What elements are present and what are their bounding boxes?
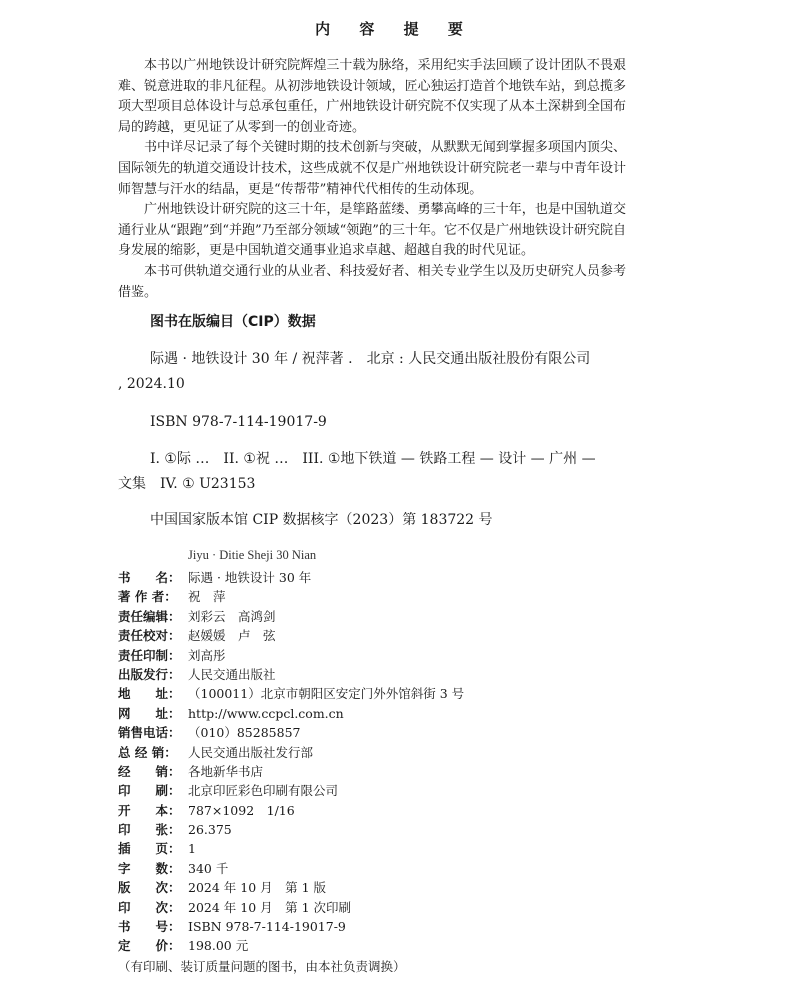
colophon-row bbox=[118, 587, 638, 606]
colophon-label: 书 名： bbox=[118, 570, 181, 585]
cip-isbn bbox=[118, 410, 598, 435]
colophon-label: 定 价： bbox=[118, 938, 181, 954]
colophon-value: 787×1092 1/16 bbox=[188, 802, 295, 818]
colophon-row bbox=[118, 762, 638, 781]
colophon-row bbox=[118, 801, 638, 820]
colophon-value: 人民交通出版社 bbox=[188, 666, 276, 682]
cip-entry bbox=[118, 347, 598, 397]
cip-heading: 图书在版编目（CIP）数据 bbox=[150, 314, 316, 330]
cip-verification-text: 中国国家版本馆 CIP 数据核字（2023）第 183722 号 bbox=[150, 512, 493, 528]
colophon-label: 网 址： bbox=[118, 705, 181, 721]
cip-classification-text: I. ①际 … II. ①祝 … III. ①地下铁道 — 铁路工程 — 设计 — 广州 — 文集 IV. ① U23153 bbox=[118, 451, 596, 492]
colophon-value: （010）85285857 bbox=[188, 725, 301, 741]
colophon-row bbox=[118, 878, 638, 897]
colophon-row bbox=[118, 646, 638, 665]
colophon-row bbox=[118, 665, 638, 684]
colophon-value: 北京印匠彩色印刷有限公司 bbox=[188, 783, 339, 799]
summary-paragraph: 本书可供轨道交通行业的从业者、科技爱好者、相关专业学生以及历史研究人员参考借鉴。 bbox=[118, 263, 626, 300]
colophon-row bbox=[118, 743, 638, 762]
cip-isbn-text: ISBN 978-7-114-19017-9 bbox=[150, 414, 327, 430]
summary-paragraph: 广州地铁设计研究院的这三十年，是筚路蓝缕、勇攀高峰的三十年，也是中国轨道交通行业从“跟跑”到“并跑”乃至部分领域“领跑”的三十年。它不仅是广州地铁设计研究院自身发展的缩影，更是中国轨道交通事业追求卓越、超越自我的时代见证。 bbox=[118, 202, 626, 259]
colophon-label: 印 次： bbox=[118, 899, 181, 915]
colophon-value: 赵媛媛 卢 弦 bbox=[188, 628, 276, 644]
colophon-label: 著 作 者： bbox=[118, 589, 177, 605]
colophon-value: 198.00 元 bbox=[188, 938, 249, 954]
colophon-row bbox=[118, 607, 638, 626]
colophon-label: 版 次： bbox=[118, 880, 181, 896]
cip-verification bbox=[118, 508, 598, 533]
pinyin-title: Jiyu · Ditie Sheji 30 Nian bbox=[188, 548, 317, 562]
colophon-row bbox=[118, 704, 638, 723]
cip-classification bbox=[118, 447, 598, 497]
colophon-value: 际遇 · 地铁设计 30 年 bbox=[188, 570, 312, 585]
colophon-label: 字 数： bbox=[118, 860, 181, 876]
colophon-value: 各地新华书店 bbox=[188, 763, 264, 779]
colophon-row bbox=[118, 684, 638, 703]
colophon-value: http://www.ccpcl.com.cn bbox=[188, 705, 344, 721]
colophon-label: 插 页： bbox=[118, 841, 181, 857]
colophon-row bbox=[118, 898, 638, 917]
colophon-value: 340 千 bbox=[188, 860, 229, 876]
colophon-row bbox=[118, 859, 638, 878]
colophon-label: 总 经 销： bbox=[118, 744, 177, 760]
colophon-value: 刘高彤 bbox=[188, 647, 226, 663]
colophon-row bbox=[118, 568, 638, 587]
colophon-label: 书 号： bbox=[118, 919, 181, 935]
colophon-value: 刘彩云 高鸿剑 bbox=[188, 608, 276, 624]
colophon-row bbox=[118, 781, 638, 800]
colophon-row bbox=[118, 723, 638, 742]
colophon-label: 责任校对： bbox=[118, 628, 181, 644]
colophon-label: 开 本： bbox=[118, 802, 181, 818]
colophon-value: ISBN 978-7-114-19017-9 bbox=[188, 919, 346, 935]
summary-paragraph: 书中详尽记录了每个关键时期的技术创新与突破，从默默无闻到掌握多项国内顶尖、国际领先的轨道交通设计技术，这些成就不仅是广州地铁设计研究院老一辈与中青年设计师智慧与汗水的结晶，更是“传帮带”精神代代相传的生动体现。 bbox=[118, 140, 626, 197]
colophon-label: 经 销： bbox=[118, 763, 181, 779]
colophon-value: 2024 年 10 月 第 1 次印刷 bbox=[188, 899, 352, 915]
colophon-value: 26.375 bbox=[188, 822, 232, 838]
summary-section bbox=[118, 56, 626, 303]
summary-paragraph: 本书以广州地铁设计研究院辉煌三十载为脉络，采用纪实手法回顾了设计团队不畏艰难、锐意进取的非凡征程。从初涉地铁设计领域，匠心独运打造首个地铁车站，到总揽多项大型项目总体设计与总承包重任，广州地铁设计研究院不仅实现了从本土深耕到全国布局的跨越，更见证了从零到一的创业奇迹。 bbox=[118, 58, 626, 135]
colophon-table bbox=[118, 568, 638, 956]
colophon-value: 2024 年 10 月 第 1 版 bbox=[188, 880, 327, 896]
colophon-label: 销售电话： bbox=[118, 725, 181, 741]
colophon-value: 人民交通出版社发行部 bbox=[188, 744, 314, 760]
colophon-row bbox=[118, 626, 638, 645]
colophon-value: 1 bbox=[188, 841, 196, 857]
colophon-label: 责任印制： bbox=[118, 647, 181, 663]
colophon-row bbox=[118, 820, 638, 839]
page-title: 内 容 提 要 bbox=[315, 20, 475, 38]
colophon-label: 责任编辑： bbox=[118, 608, 181, 624]
colophon-label: 印 张： bbox=[118, 822, 181, 838]
colophon-value: （100011）北京市朝阳区安定门外外馆斜街 3 号 bbox=[188, 686, 465, 702]
colophon-label: 印 刷： bbox=[118, 783, 181, 799]
colophon-label: 地 址： bbox=[118, 686, 181, 702]
colophon-value: 祝 萍 bbox=[188, 589, 226, 605]
colophon-row bbox=[118, 936, 638, 955]
quality-footnote: （有印刷、装订质量问题的图书，由本社负责调换） bbox=[118, 959, 406, 974]
cip-entry-text: 际遇 · 地铁设计 30 年 / 祝萍著 . 北京 : 人民交通出版社股份有限公司 , 2024.10 bbox=[118, 351, 591, 392]
colophon-label: 出版发行： bbox=[118, 666, 181, 682]
colophon-row bbox=[118, 839, 638, 858]
colophon-row bbox=[118, 917, 638, 936]
